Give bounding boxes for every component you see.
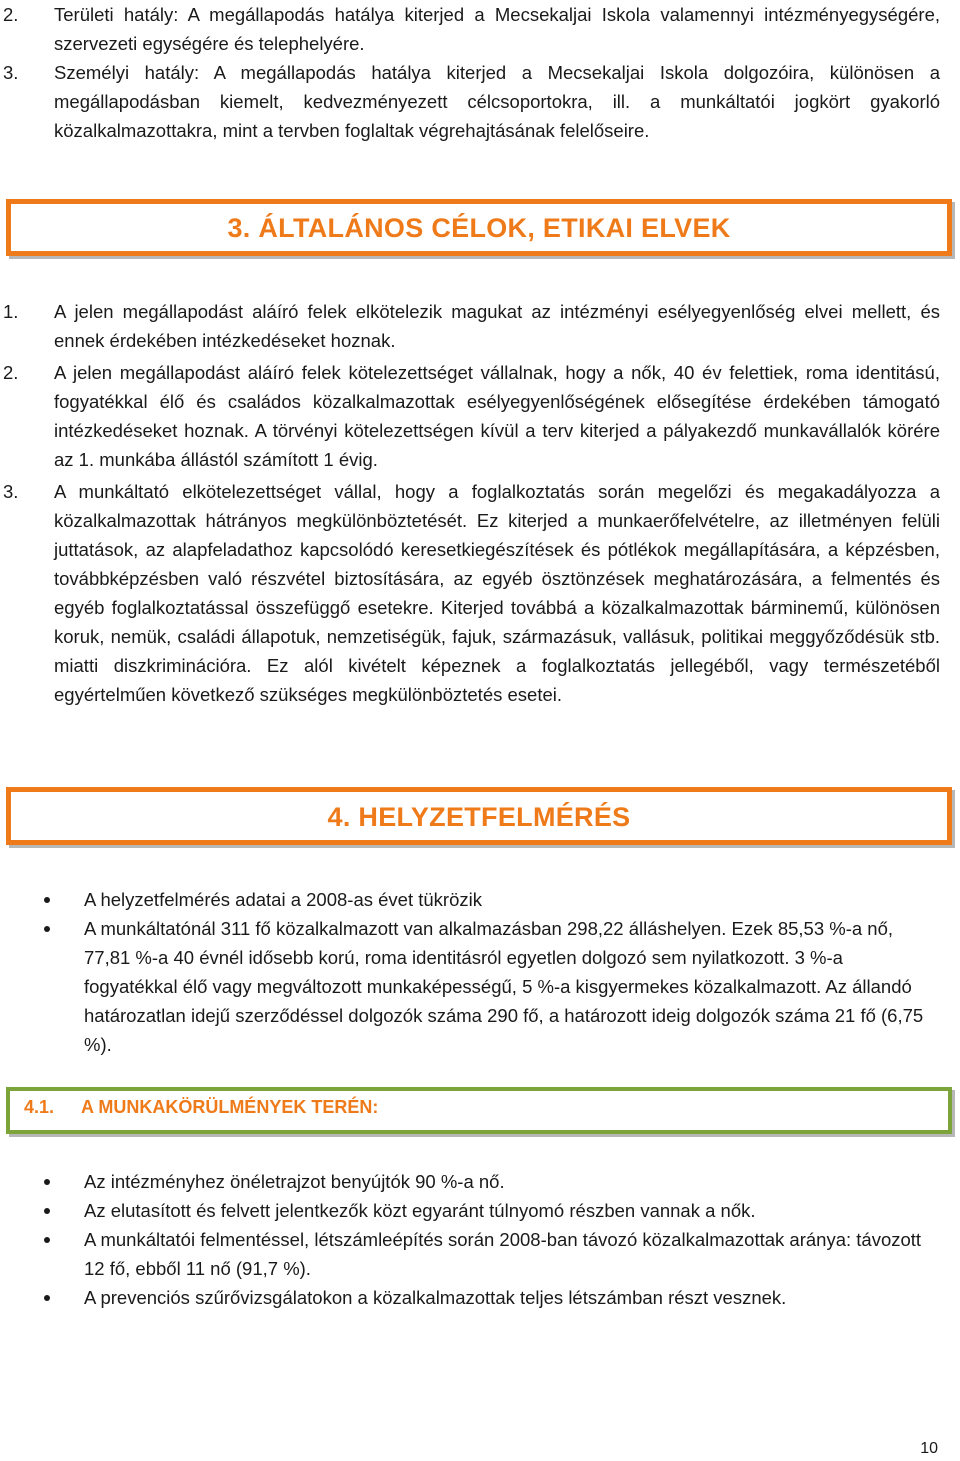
subsection-heading-box [6,1087,952,1134]
list-item-text: Személyi hatály: A megállapodás hatálya kiterjed a Mecsekaljai Iskola dolgozóira, különösen a megállapodásban kiemelt, kedvezményezett célcsoportokra, ill. a munkáltatói jogkört gyakorló közalkalmazottakra, mint a tervben foglaltak végrehajtásának felelőseire. [54,62,940,141]
list-item-number: 3. [3,481,19,502]
bullet-icon [44,1179,50,1185]
bullet-text: A munkáltatónál 311 fő közalkalmazott van alkalmazásban 298,22 álláshelyen. Ezek 85,53 %-a nő, 77,81 %-a 40 évnél idősebb korú, roma identitásról egyetlen dolgozó sem nyilatkozott. 3 %-a fogyatékkal élő vagy megváltozott munkaképességű, 5 %-a kisgyermekes közalkalmazott. Az állandó határozatlan idejű szerződéssel dolgozók száma 290 fő, a határozott ideig dolgozók száma 21 fő (6,75 %). [84,918,924,1055]
list-item-number: 2. [3,4,19,25]
bullet-icon [44,897,50,903]
bullet-text: A munkáltatói felmentéssel, létszámleépítés során 2008-ban távozó közalkalmazottak aránya: távozott 12 fő, ebből 11 nő (91,7 %). [84,1229,922,1279]
bullet-item [0,1196,960,1225]
list-item [0,358,960,474]
bullet-item [0,1167,960,1196]
page-number: 10 [920,1440,938,1457]
assessment-list [0,885,960,1059]
scope-list [0,0,960,145]
bullet-icon [44,1237,50,1243]
goals-list [0,297,960,709]
subsection-number: 4.1. [24,1097,55,1117]
list-item-text: A jelen megállapodást aláíró felek kötelezettséget vállalnak, hogy a nők, 40 év felettiek, roma identitású, fogyatékkal élő és családos közalkalmazottak esélyegyenlőségének elősegítése érdekében támogató intézkedéseket hoznak. A törvényi kötelezettségen kívül a terv kiterjed a pályakezdő munkavállalók körére az 1. munkába állástól számított 1 évig. [54,362,940,470]
bullet-item [0,914,960,1059]
section-heading-box [6,199,952,256]
bullet-text: A helyzetfelmérés adatai a 2008-as évet tükrözik [84,889,482,910]
list-item-number: 1. [3,301,19,322]
bullet-icon [44,926,50,932]
section-heading: 4. HELYZETFELMÉRÉS [327,802,631,832]
subsection-heading: A MUNKAKÖRÜLMÉNYEK TERÉN: [81,1097,379,1117]
list-item [0,297,960,355]
bullet-item [0,885,960,914]
section-heading-box [6,787,952,845]
working-conditions-list [0,1167,960,1312]
list-item-text: Területi hatály: A megállapodás hatálya kiterjed a Mecsekaljai Iskola valamennyi intézményegységére, szervezeti egységére és telephelyére. [54,4,940,54]
bullet-text: A prevenciós szűrővizsgálatokon a közalkalmazottak teljes létszámban részt vesznek. [84,1287,787,1308]
list-item [0,0,960,58]
bullet-text: Az elutasított és felvett jelentkezők közt egyaránt túlnyomó részben vannak a nők. [84,1200,756,1221]
list-item-number: 2. [3,362,19,383]
bullet-icon [44,1295,50,1301]
bullet-text: Az intézményhez önéletrajzot benyújtók 90 %-a nő. [84,1171,505,1192]
list-item-text: A jelen megállapodást aláíró felek elkötelezik magukat az intézményi esélyegyenlőség elvei mellett, és ennek érdekében intézkedéseket hoznak. [54,301,940,351]
list-item-text: A munkáltató elkötelezettséget vállal, hogy a foglalkoztatás során megelőzi és megakadályozza a közalkalmazottak hátrányos megkülönböztetését. Ez kiterjed a munkaerőfelvételre, az illetményen felüli juttatások, az alapfeladathoz kapcsolódó keresetkiegészítések és pótlékok megállapítására, a képzésben, továbbképzésben való részvétel biztosítására, az egyéb ösztönzések meghatározására, a felmentés és egyéb foglalkoztatással összefüggő esetekre. Kiterjed továbbá a közalkalmazottak bárminemű, különösen koruk, nemük, családi állapotuk, nemzetiségük, fajuk, származásuk, vallásuk, politikai meggyőződésük stb. miatti diszkriminációra. Ez alól kivételt képeznek a foglalkoztatás jellegéből, vagy természetéből egyértelműen következő szükséges megkülönböztetés esetei. [54,481,940,705]
list-item-number: 3. [3,62,19,83]
list-item [0,477,960,709]
list-item [0,58,960,145]
bullet-icon [44,1208,50,1214]
section-heading: 3. ÁLTALÁNOS CÉLOK, ETIKAI ELVEK [227,213,731,243]
bullet-item [0,1225,960,1283]
bullet-item [0,1283,960,1312]
